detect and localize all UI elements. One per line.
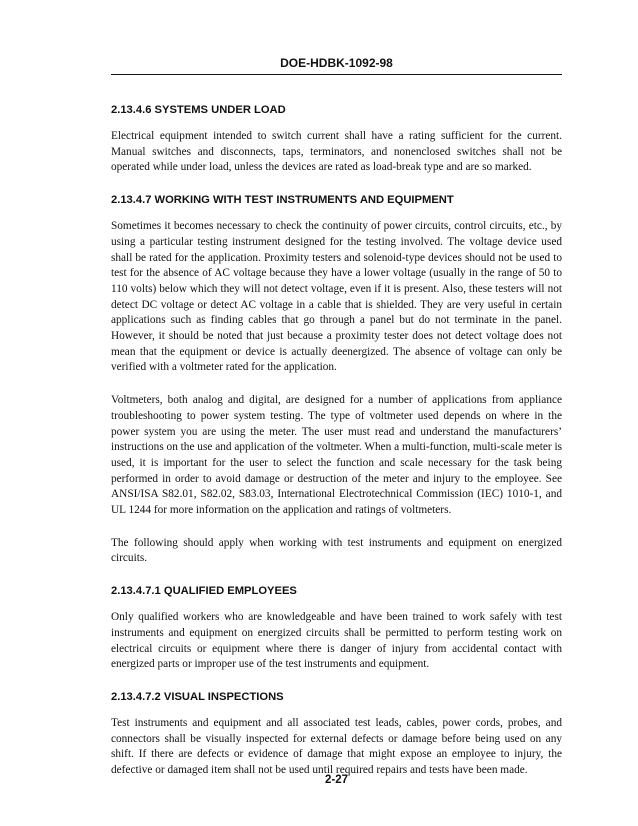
paragraph: The following should apply when working with test instruments and equipment on energized circuits.	[111, 536, 562, 565]
section-working-with-test-instruments	[111, 193, 562, 567]
paragraph: Test instruments and equipment and all associated test leads, cables, power cords, probes, and connectors shall be visually inspected for external defects or damage before being used on any shift. If there are defects or evidence of damage that might expose an employee to injury, the defective or damaged item shall not be used until required repairs and tests have been made.	[111, 716, 562, 777]
section-heading: 2.13.4.7.1 QUALIFIED EMPLOYEES	[111, 585, 297, 598]
page-number: 2-27	[324, 774, 349, 786]
section-heading: 2.13.4.7.2 VISUAL INSPECTIONS	[111, 690, 284, 703]
section-heading: 2.13.4.7 WORKING WITH TEST INSTRUMENTS AND EQUIPMENT	[111, 194, 454, 207]
section-visual-inspections	[111, 690, 562, 779]
header-rule	[111, 74, 562, 75]
section-qualified-employees	[111, 584, 562, 673]
paragraph: Sometimes it becomes necessary to check the continuity of power circuits, control circuits, etc., by using a particular testing instrument designed for the testing involved. The voltage device used shall be rated for the application. Proximity testers and solenoid-type devices should not be used to test for the absence of AC voltage because they have a lower voltage (usually in the range of 50 to 110 volts) below which they will not detect voltage, even if it is present. Also, these testers will not detect DC voltage or detect AC voltage in a cable that is shielded. They are very useful in certain applications such as finding cables that go through a panel but do not terminate in the panel. However, it should be noted that just because a proximity tester does not detect voltage does not mean that the equipment or device is actually deenergized. The absence of voltage can only be verified with a voltmeter rated for the application.	[111, 220, 562, 374]
running-header: DOE-HDBK-1092-98	[280, 56, 393, 70]
paragraph: Only qualified workers who are knowledgeable and have been trained to work safely with test instruments and equipment on energized circuits shall be permitted to perform testing work on electrical circuits or equipment where there is danger of injury from accidental contact with energized parts or improper use of the test instruments and equipment.	[111, 611, 562, 671]
section-heading: 2.13.4.6 SYSTEMS UNDER LOAD	[111, 104, 286, 116]
page-body	[111, 103, 562, 796]
paragraph: Voltmeters, both analog and digital, are designed for a number of applications from appliance troubleshooting to power system testing. The type of voltmeter used depends on where in the power system you are using the meter. The user must read and understand the manufacturers’ instructions on the use and application of the voltmeter. When a multi-function, multi-scale meter is used, it is important for the user to select the function and scale necessary for the task being performed in order to avoid damage or destruction of the meter and injury to the employee. See ANSI/ISA S82.01, S82.02, S83.03, International Electrotechnical Commission (IEC) 1010-1, and UL 1244 for more information on the application and ratings of voltmeters.	[111, 394, 562, 517]
paragraph: Electrical equipment intended to switch current shall have a rating sufficient for the current. Manual switches and disconnects, taps, terminators, and nonenclosed switches shall not be operated while under load, unless the devices are rated as load-break type and are so marked.	[111, 130, 562, 174]
section-systems-under-load	[111, 103, 562, 176]
